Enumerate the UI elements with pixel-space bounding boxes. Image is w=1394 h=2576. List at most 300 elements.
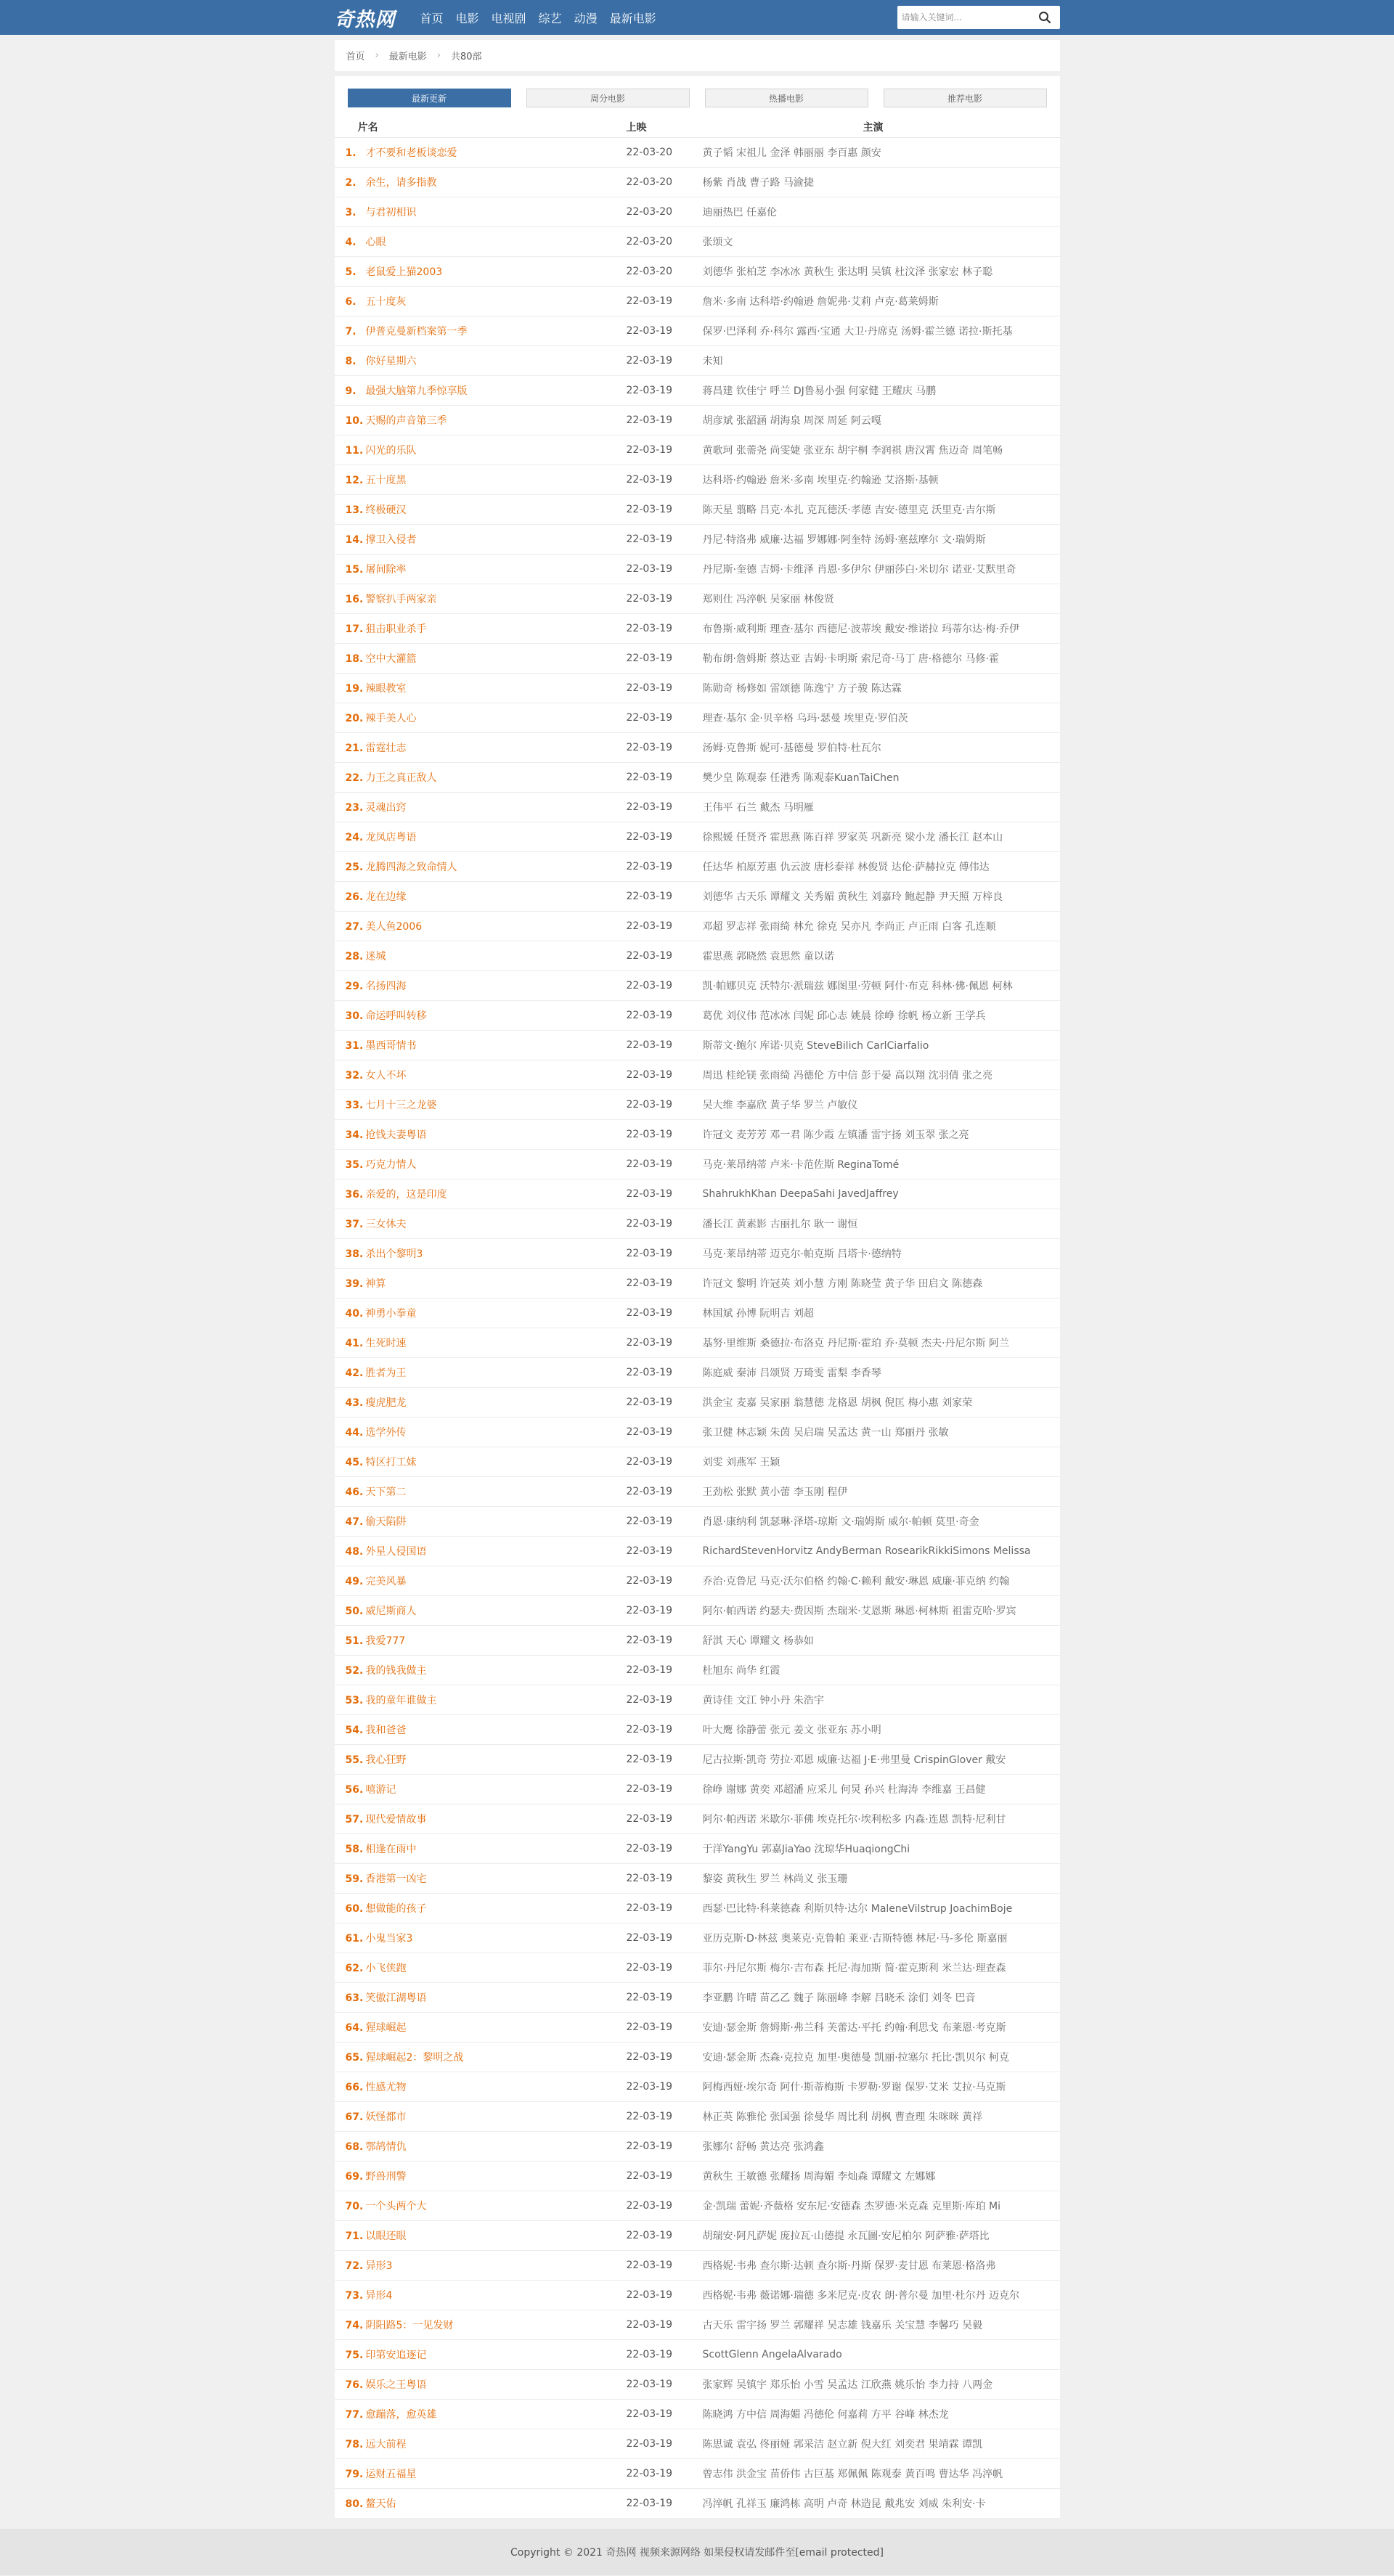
- table-row: [335, 2459, 1060, 2489]
- movie-title-cell: [335, 2080, 625, 2094]
- movie-title-link[interactable]: 阴阳路5：一见发财: [365, 2320, 454, 2331]
- rank-number: 37.: [345, 1219, 364, 1230]
- release-date: 22-03-19: [626, 2408, 673, 2420]
- release-date: 22-03-19: [626, 1635, 673, 1646]
- movie-title-link[interactable]: 神勇小拳童: [365, 1308, 417, 1320]
- table-row: [335, 1090, 1060, 1120]
- cast-list: 汤姆·克鲁斯 妮可·基德曼 罗伯特·杜瓦尔: [702, 743, 881, 754]
- movie-title-cell: [335, 1782, 625, 1796]
- movie-title-link[interactable]: 辣手美人心: [365, 713, 417, 724]
- release-date: 22-03-19: [626, 1069, 673, 1081]
- release-date: 22-03-19: [626, 1426, 673, 1438]
- movie-title-cell: [335, 859, 625, 874]
- movie-title-link[interactable]: 女人不坏: [365, 1070, 407, 1081]
- rank-number: 48.: [345, 1546, 364, 1558]
- cast-list: 吴大维 李嘉欣 黄子华 罗兰 卢敏仪: [702, 1100, 858, 1111]
- movie-title-link[interactable]: 神算: [365, 1278, 386, 1290]
- movie-title-cell: [335, 353, 625, 368]
- release-date: 22-03-19: [626, 2438, 673, 2450]
- rank-number: 50.: [345, 1606, 364, 1617]
- release-date: 22-03-19: [626, 1932, 673, 1944]
- release-date: 22-03-19: [626, 295, 673, 307]
- cast-list: 樊少皇 陈观泰 任港秀 陈观泰KuanTaiChen: [702, 772, 900, 784]
- table-row: [335, 376, 1060, 406]
- breadcrumb-home[interactable]: 首页: [346, 52, 365, 62]
- cast-list: 冯淬帆 孔祥玉 廉鸿栋 高明 卢奇 林造昆 戴兆安 刘威 朱利安·卡: [702, 2498, 986, 2510]
- movie-title-link[interactable]: 余生，请多指教: [365, 177, 437, 189]
- tab-hot[interactable]: 热播电影: [705, 89, 868, 107]
- rank-number: 1.: [345, 147, 356, 159]
- rank-number: 15.: [345, 564, 364, 576]
- cast-list: 古天乐 雷宇扬 罗兰 郭耀祥 吴志雄 钱嘉乐 关宝慧 李馨巧 吴毅: [702, 2320, 983, 2331]
- cast-list: 詹米·多南 达科塔·约翰逊 詹妮弗·艾莉 卢克·葛莱姆斯: [702, 296, 939, 308]
- movie-title-link[interactable]: 我的童年谁做主: [365, 1695, 437, 1706]
- movie-list-panel: [335, 76, 1060, 2519]
- movie-title-link[interactable]: 我的钱我做主: [365, 1665, 427, 1677]
- rank-number: 2.: [345, 177, 356, 189]
- rank-number: 70.: [345, 2201, 364, 2212]
- rank-number: 39.: [345, 1278, 364, 1290]
- cast-list: ShahrukhKhan DeepaSahi JavedJaffrey: [702, 1188, 899, 1200]
- cast-list: 胡瑞安·阿凡萨妮 庞拉瓦·山德提 永瓦圖·安尼柏尔 阿萨雅·萨塔比: [702, 2231, 990, 2242]
- movie-title-link[interactable]: 美人鱼2006: [365, 921, 423, 933]
- rank-number: 27.: [345, 921, 364, 933]
- nav-variety[interactable]: 综艺: [538, 11, 562, 25]
- movie-title-cell: [335, 1901, 625, 1915]
- movie-title-link[interactable]: 选学外传: [365, 1427, 407, 1439]
- table-row: [335, 2191, 1060, 2221]
- cast-list: 王劲松 张默 黄小蕾 李玉刚 程伊: [702, 1487, 848, 1498]
- movie-title-cell: [335, 2466, 625, 2481]
- cast-list: 陈思诚 袁弘 佟丽娅 郭采洁 赵立新 倪大红 刘奕君 果靖霖 谭凯: [702, 2439, 983, 2450]
- movie-title-link[interactable]: 老鼠爱上猫2003: [365, 266, 443, 278]
- rank-number: 43.: [345, 1397, 364, 1409]
- rank-number: 28.: [345, 951, 364, 962]
- rank-number: 54.: [345, 1725, 364, 1736]
- table-row: [335, 644, 1060, 674]
- movie-title-link[interactable]: 伊普克曼新档案第一季: [365, 326, 468, 338]
- release-date: 22-03-19: [626, 1367, 673, 1378]
- rank-number: 73.: [345, 2290, 364, 2302]
- table-row: [335, 1715, 1060, 1745]
- movie-title-link[interactable]: 龙凤店粤语: [365, 832, 417, 843]
- movie-title-link[interactable]: 特区打工妹: [365, 1457, 417, 1468]
- cast-list: 周迅 桂纶镁 张雨绮 冯德伦 方中信 彭于晏 高以翔 沈羽倩 张之亮: [702, 1070, 993, 1081]
- movie-title-link[interactable]: 墨西哥情书: [365, 1040, 417, 1052]
- movie-title-link[interactable]: 猩球崛起2：黎明之战: [365, 2052, 464, 2064]
- movie-title-link[interactable]: 异形3: [365, 2260, 393, 2272]
- table-row: [335, 822, 1060, 852]
- table-row: [335, 2102, 1060, 2132]
- release-date: 22-03-19: [626, 474, 673, 486]
- movie-title-link[interactable]: 我和爸爸: [365, 1725, 407, 1736]
- rank-number: 34.: [345, 1129, 364, 1141]
- release-date: 22-03-19: [626, 1783, 673, 1795]
- rank-number: 56.: [345, 1784, 364, 1796]
- table-row: [335, 912, 1060, 941]
- movie-title-link[interactable]: 鄂鸪情仇: [365, 2141, 407, 2153]
- release-date: 22-03-19: [626, 2170, 673, 2182]
- movie-title-link[interactable]: 抢钱夫妻粤语: [365, 1129, 427, 1141]
- movie-title-link[interactable]: 偷天陷阱: [365, 1516, 407, 1528]
- cast-list: 陈天星 翦略 吕克·本扎 克瓦德沃·孝德 吉安·德里克 沃里克·吉尔斯: [702, 504, 996, 516]
- rank-number: 38.: [345, 1248, 364, 1260]
- rank-number: 16.: [345, 594, 364, 605]
- movie-title-link[interactable]: 龙腾四海之致命情人: [365, 862, 457, 873]
- rank-number: 51.: [345, 1635, 364, 1647]
- table-row: [335, 2310, 1060, 2340]
- release-date: 22-03-19: [626, 2260, 673, 2271]
- cast-list: 胡彦斌 张韶涵 胡海泉 周深 周延 阿云嘎: [702, 415, 881, 427]
- table-header: [335, 116, 1060, 138]
- movie-title-cell: [335, 740, 625, 755]
- movie-title-cell: [335, 1217, 625, 1231]
- movie-title-cell: [335, 2050, 625, 2064]
- movie-title-link[interactable]: 猩球崛起: [365, 2022, 407, 2034]
- cast-list: 丹尼斯·奎德 吉姆·卡维泽 肖恩·多伊尔 伊丽莎白·米切尔 诺亚·艾默里奇: [702, 564, 1016, 576]
- release-date: 22-03-19: [626, 623, 673, 634]
- movie-title-cell: [335, 1455, 625, 1469]
- rank-number: 6.: [345, 296, 356, 308]
- cast-list: 黎姿 黄秋生 罗兰 林尚义 张玉珊: [702, 1873, 848, 1885]
- cast-list: 任达华 柏原芳惠 仇云波 唐杉泰祥 林俊贤 达伦·萨赫拉克 傅伟达: [702, 862, 990, 873]
- cast-list: 西格妮·韦弗 查尔斯·达顿 查尔斯·丹斯 保罗·麦甘恩 布莱恩·格洛弗: [702, 2260, 996, 2272]
- breadcrumb-separator: ›: [375, 50, 379, 61]
- movie-title-link[interactable]: 生死时速: [365, 1338, 407, 1349]
- cast-list: 霍思燕 郭晓然 袁思然 童以诺: [702, 951, 834, 962]
- table-row: [335, 2340, 1060, 2370]
- movie-title-link[interactable]: 现代爱情故事: [365, 1814, 427, 1825]
- movie-title-link[interactable]: 闪光的乐队: [365, 445, 417, 457]
- movie-title-link[interactable]: 终极硬汉: [365, 504, 407, 516]
- nav-movies[interactable]: 电影: [455, 11, 479, 25]
- movie-title-link[interactable]: 迷城: [365, 951, 386, 962]
- table-row: [335, 1001, 1060, 1031]
- movie-title-link[interactable]: 五十度黑: [365, 475, 407, 486]
- movie-title-link[interactable]: 五十度灰: [365, 296, 407, 308]
- cast-list: 基努·里维斯 桑德拉·布洛克 丹尼斯·霍珀 乔·莫顿 杰夫·丹尼尔斯 阿兰: [702, 1338, 1010, 1349]
- table-row: [335, 1358, 1060, 1388]
- movie-title-link[interactable]: 最强大脑第九季惊享版: [365, 385, 468, 397]
- rank-number: 4.: [345, 237, 356, 248]
- movie-title-link[interactable]: 撑卫入侵者: [365, 534, 417, 546]
- movie-title-link[interactable]: 空中大灌篮: [365, 653, 417, 665]
- release-date: 22-03-19: [626, 2498, 673, 2509]
- top-navbar: [0, 0, 1394, 35]
- movie-title-link[interactable]: 香港第一凶宅: [365, 1873, 427, 1885]
- cast-list: 徐熙媛 任贤齐 霍思燕 陈百祥 罗家英 巩新亮 梁小龙 潘长江 赵本山: [702, 832, 1003, 843]
- release-date: 22-03-19: [626, 1575, 673, 1587]
- movie-title-link[interactable]: 异形4: [365, 2290, 393, 2302]
- cast-list: 安迪·瑟金斯 杰森·克拉克 加里·奥德曼 凯丽·拉塞尔 托比·凯贝尔 柯克: [702, 2052, 1010, 2064]
- movie-title-cell: [335, 651, 625, 666]
- cast-list: 林正英 陈雅伦 张国强 徐曼华 周比利 胡枫 曹查理 朱咪咪 黄祥: [702, 2111, 983, 2123]
- table-row: [335, 257, 1060, 287]
- breadcrumb-latest-movies[interactable]: 最新电影: [388, 52, 427, 62]
- release-date: 22-03-19: [626, 1724, 673, 1735]
- nav-latest-movies[interactable]: 最新电影: [609, 11, 656, 25]
- movie-title-link[interactable]: 笑傲江湖粤语: [365, 1992, 427, 2004]
- release-date: 22-03-20: [626, 176, 673, 188]
- cast-list: 潘长江 黄素影 古丽扎尔 耿一 谢恒: [702, 1219, 858, 1230]
- cast-list: 金·凯瑞 蕾妮·齐薇格 安东尼·安德森 杰罗德·米克森 克里斯·库珀 Mi: [702, 2201, 1000, 2212]
- movie-title-link[interactable]: 辣眼教室: [365, 683, 407, 695]
- site-logo[interactable]: 奇热网: [334, 8, 396, 31]
- movie-title-cell: [335, 592, 625, 606]
- movie-title-cell: [335, 2199, 625, 2213]
- table-row: [335, 1566, 1060, 1596]
- search-input[interactable]: [897, 7, 1032, 28]
- rank-number: 59.: [345, 1873, 364, 1885]
- table-row: [335, 2251, 1060, 2281]
- movie-title-cell: [335, 234, 625, 249]
- movie-title-link[interactable]: 天赐的声音第三季: [365, 415, 447, 427]
- cast-list: 西格妮·韦弗 薇诺娜·瑞德 多米尼克·皮农 朗·普尔曼 加里·杜尔丹 迈克尔: [702, 2290, 1020, 2302]
- rank-number: 55.: [345, 1754, 364, 1766]
- cast-list: 马克·莱昂纳蒂 迈克尔·帕克斯 吕塔卡·德纳特: [702, 1248, 902, 1260]
- movie-title-cell: [335, 2288, 625, 2302]
- release-date: 22-03-19: [626, 1754, 673, 1765]
- movie-title-cell: [335, 830, 625, 844]
- rank-number: 62.: [345, 1963, 364, 1974]
- cast-list: 许冠文 黎明 许冠英 刘小慧 方刚 陈晓莹 黄子华 田启文 陈德森: [702, 1278, 983, 1290]
- nav-home[interactable]: 首页: [420, 11, 444, 25]
- movie-title-link[interactable]: 灵魂出窍: [365, 802, 407, 814]
- release-date: 22-03-19: [626, 682, 673, 694]
- release-date: 22-03-19: [626, 2111, 673, 2122]
- cast-list: 黄诗佳 文江 钟小丹 朱浩宇: [702, 1695, 824, 1706]
- nav-anime[interactable]: 动漫: [574, 11, 598, 25]
- release-date: 22-03-19: [626, 1188, 673, 1200]
- movie-title-link[interactable]: 名扬四海: [365, 981, 407, 992]
- movie-title-cell: [335, 1484, 625, 1499]
- movie-title-link[interactable]: 一个头两个大: [365, 2201, 427, 2212]
- cast-list: 丹尼·特洛弗 威廉·达福 罗娜娜·阿奎特 汤姆·塞兹摩尔 文·瑞姆斯: [702, 534, 986, 546]
- movie-title-link[interactable]: 命运呼叫转移: [365, 1010, 427, 1022]
- movie-title-link[interactable]: 我心狂野: [365, 1754, 407, 1766]
- movie-title-cell: [335, 145, 625, 160]
- release-date: 22-03-19: [626, 1456, 673, 1468]
- table-row: [335, 2489, 1060, 2519]
- tab-recommended[interactable]: 推荐电影: [884, 89, 1047, 107]
- table-row: [335, 1507, 1060, 1537]
- cast-list: 阿尔·帕西诺 约瑟夫·费因斯 杰瑞米·艾恩斯 琳恩·柯林斯 祖雷克哈·罗宾: [702, 1606, 1016, 1617]
- cast-list: 邓超 罗志祥 张雨绮 林允 徐克 吴亦凡 李尚正 卢正雨 白客 孔连顺: [702, 921, 996, 933]
- rank-number: 12.: [345, 475, 364, 486]
- movie-title-cell: [335, 1127, 625, 1142]
- cast-list: 王伟平 石兰 戴杰 马明雁: [702, 802, 814, 814]
- rank-number: 74.: [345, 2320, 364, 2331]
- movie-title-cell: [335, 383, 625, 398]
- movie-title-link[interactable]: 三女休夫: [365, 1219, 407, 1230]
- rank-number: 5.: [345, 266, 356, 278]
- movie-title-link[interactable]: 七月十三之龙婆: [365, 1100, 437, 1111]
- movie-title-link[interactable]: 娱乐之王粤语: [365, 2379, 427, 2391]
- rank-number: 10.: [345, 415, 364, 427]
- table-row: [335, 1804, 1060, 1834]
- tab-weekly[interactable]: 周分电影: [526, 89, 690, 107]
- cast-list: 乔治·克鲁尼 马克·沃尔伯格 约翰·C·赖利 戴安·琳恩 威廉·菲克纳 约翰: [702, 1576, 1010, 1587]
- release-date: 22-03-19: [626, 801, 673, 813]
- table-row: [335, 1418, 1060, 1447]
- release-date: 22-03-19: [626, 1010, 673, 1021]
- table-row: [335, 555, 1060, 584]
- movie-title-link[interactable]: 与君初相识: [365, 207, 417, 218]
- table-row: [335, 525, 1060, 555]
- movie-title-link[interactable]: 胜者为王: [365, 1367, 407, 1379]
- movie-title-link[interactable]: 运财五福星: [365, 2469, 417, 2480]
- movie-title-cell: [335, 2139, 625, 2154]
- movie-title-cell: [335, 1841, 625, 1856]
- cast-list: 陈晓鸿 方中信 周海媚 冯德伦 何嘉莉 方平 谷峰 林杰龙: [702, 2409, 949, 2421]
- movie-title-cell: [335, 800, 625, 814]
- movie-title-cell: [335, 205, 625, 219]
- sort-tabs: [335, 89, 1060, 107]
- table-row: [335, 346, 1060, 376]
- cast-list: 尼古拉斯·凯奇 劳拉·邓恩 威廉·达福 J·E·弗里曼 CrispinGlover 戴安: [702, 1754, 1006, 1766]
- movie-title-link[interactable]: 力王之真正敌人: [365, 772, 437, 784]
- movie-title-link[interactable]: 杀出个黎明3: [365, 1248, 423, 1260]
- rank-number: 61.: [345, 1933, 364, 1945]
- rank-number: 75.: [345, 2350, 364, 2361]
- rank-number: 29.: [345, 981, 364, 992]
- release-date: 22-03-19: [626, 1397, 673, 1408]
- cast-list: 徐峥 谢娜 黄奕 邓超潘 应采儿 何炅 孙兴 杜海涛 李维嘉 王昌健: [702, 1784, 986, 1796]
- movie-title-link[interactable]: 才不要和老板谈恋爱: [365, 147, 457, 159]
- movie-title-link[interactable]: 完美风暴: [365, 1576, 407, 1587]
- movie-title-link[interactable]: 小飞侠跑: [365, 1963, 407, 1974]
- rank-number: 13.: [345, 504, 364, 516]
- release-date: 22-03-19: [626, 385, 673, 396]
- movie-title-link[interactable]: 你好星期六: [365, 356, 417, 367]
- table-row: [335, 1834, 1060, 1864]
- table-row: [335, 2370, 1060, 2400]
- movie-title-cell: [335, 1990, 625, 2005]
- table-row: [335, 1626, 1060, 1656]
- table-row: [335, 971, 1060, 1001]
- release-date: 22-03-19: [626, 2289, 673, 2301]
- movie-title-link[interactable]: 性感尤物: [365, 2082, 407, 2093]
- cast-list: 陈庭威 秦沛 吕颂贤 万琦雯 雷梨 李香琴: [702, 1367, 881, 1379]
- movie-title-link[interactable]: 心眼: [365, 237, 386, 248]
- table-row: [335, 1745, 1060, 1775]
- movie-title-link[interactable]: 想做能的孩子: [365, 1903, 427, 1915]
- movie-title-link[interactable]: 鳌天佑: [365, 2498, 396, 2510]
- movie-title-link[interactable]: 妖怪都市: [365, 2111, 407, 2123]
- table-row: [335, 1060, 1060, 1090]
- cast-list: 黄秋生 王敏德 张耀扬 周海媚 李灿森 谭耀文 左娜娜: [702, 2171, 936, 2183]
- movie-title-cell: [335, 1544, 625, 1558]
- movie-title-link[interactable]: 屠间除率: [365, 564, 407, 576]
- movie-title-cell: [335, 1365, 625, 1380]
- movie-title-link[interactable]: 远大前程: [365, 2439, 407, 2450]
- cast-list: 黄子韬 宋祖儿 金泽 韩丽丽 李百惠 颜安: [702, 147, 881, 159]
- movie-title-cell: [335, 502, 625, 517]
- movie-title-cell: [335, 621, 625, 636]
- movie-title-cell: [335, 1425, 625, 1439]
- movie-title-link[interactable]: 愈蹦落，愈英雄: [365, 2409, 437, 2421]
- cast-list: 杜旭东 尚华 红霞: [702, 1665, 780, 1677]
- movie-title-cell: [335, 1931, 625, 1945]
- movie-title-link[interactable]: 我爱777: [365, 1635, 406, 1647]
- release-date: 22-03-19: [626, 1516, 673, 1527]
- table-row: [335, 1269, 1060, 1299]
- cast-list: 刘雯 刘燕军 王颖: [702, 1457, 780, 1468]
- movie-title-link[interactable]: 瘦虎肥龙: [365, 1397, 407, 1409]
- cast-list: 保罗·巴泽利 乔·科尔 露西·宝通 大卫·丹席克 汤姆·霍兰德 诺拉·斯托基: [702, 326, 1013, 338]
- cast-list: 郑则仕 冯淬帆 吴家丽 林俊贤: [702, 594, 834, 605]
- movie-title-link[interactable]: 巧克力情人: [365, 1159, 417, 1171]
- rank-number: 26.: [345, 891, 364, 903]
- movie-title-link[interactable]: 相逢在雨中: [365, 1844, 417, 1855]
- rank-number: 68.: [345, 2141, 364, 2153]
- movie-title-link[interactable]: 威尼斯商人: [365, 1606, 417, 1617]
- movie-title-cell: [335, 175, 625, 189]
- table-row: [335, 1447, 1060, 1477]
- rank-number: 9.: [345, 385, 356, 397]
- nav-tv-series[interactable]: 电视剧: [491, 11, 526, 25]
- cast-list: 于洋YangYu 郭嘉JiaYao 沈琼华HuaqiongChi: [702, 1844, 910, 1855]
- movie-title-link[interactable]: 外星人侵国语: [365, 1546, 427, 1558]
- movie-title-cell: [335, 711, 625, 725]
- release-date: 22-03-19: [626, 1664, 673, 1676]
- table-row: [335, 1031, 1060, 1060]
- release-date: 22-03-19: [626, 1277, 673, 1289]
- movie-title-link[interactable]: 警察扒手两家亲: [365, 594, 437, 605]
- table-row: [335, 763, 1060, 793]
- tab-latest-update[interactable]: 最新更新: [348, 89, 511, 107]
- cast-list: 迪丽热巴 任嘉伦: [702, 207, 777, 218]
- table-row: [335, 1388, 1060, 1418]
- table-row: [335, 1209, 1060, 1239]
- movie-title-link[interactable]: 狙击职业杀手: [365, 623, 427, 635]
- rank-number: 77.: [345, 2409, 364, 2421]
- release-date: 22-03-19: [626, 414, 673, 426]
- movie-title-link[interactable]: 雷霆壮志: [365, 743, 407, 754]
- movie-title-link[interactable]: 嘻游记: [365, 1784, 396, 1796]
- release-date: 22-03-19: [626, 1813, 673, 1825]
- cast-list: 张娜尔 舒畅 黄达亮 张鸿鑫: [702, 2141, 824, 2153]
- movie-title-link[interactable]: 天下第二: [365, 1487, 407, 1498]
- cast-list: 西瑟·巴比特·科莱德森 利斯贝特·达尔 MaleneVilstrup JoachimBoje: [702, 1903, 1013, 1915]
- movie-title-link[interactable]: 印第安追逐记: [365, 2350, 427, 2361]
- movie-title-cell: [335, 1633, 625, 1648]
- release-date: 22-03-19: [626, 504, 673, 515]
- rank-number: 11.: [345, 445, 364, 457]
- movie-title-link[interactable]: 野兽刑警: [365, 2171, 407, 2183]
- rank-number: 47.: [345, 1516, 364, 1528]
- search-button[interactable]: [1032, 7, 1057, 28]
- rank-number: 19.: [345, 683, 364, 695]
- table-row: [335, 1775, 1060, 1804]
- table-row: [335, 2281, 1060, 2310]
- release-date: 22-03-19: [626, 2319, 673, 2331]
- rank-number: 72.: [345, 2260, 364, 2272]
- table-row: [335, 436, 1060, 465]
- rank-number: 45.: [345, 1457, 364, 1468]
- movie-title-link[interactable]: 龙在边缘: [365, 891, 407, 903]
- movie-title-link[interactable]: 亲爱的，这是印度: [365, 1189, 447, 1201]
- movie-title-link[interactable]: 以眼还眼: [365, 2231, 407, 2242]
- rank-number: 31.: [345, 1040, 364, 1052]
- release-date: 22-03-19: [626, 2200, 673, 2212]
- table-row: [335, 1864, 1060, 1894]
- cast-list: 李亚鹏 许晴 苗乙乙 魏子 陈丽峰 李解 吕晓禾 涂们 刘冬 巴音: [702, 1992, 976, 2004]
- movie-title-cell: [335, 2318, 625, 2332]
- release-date: 22-03-19: [626, 1873, 673, 1884]
- release-date: 22-03-19: [626, 891, 673, 902]
- movie-title-link[interactable]: 小鬼当家3: [365, 1933, 413, 1945]
